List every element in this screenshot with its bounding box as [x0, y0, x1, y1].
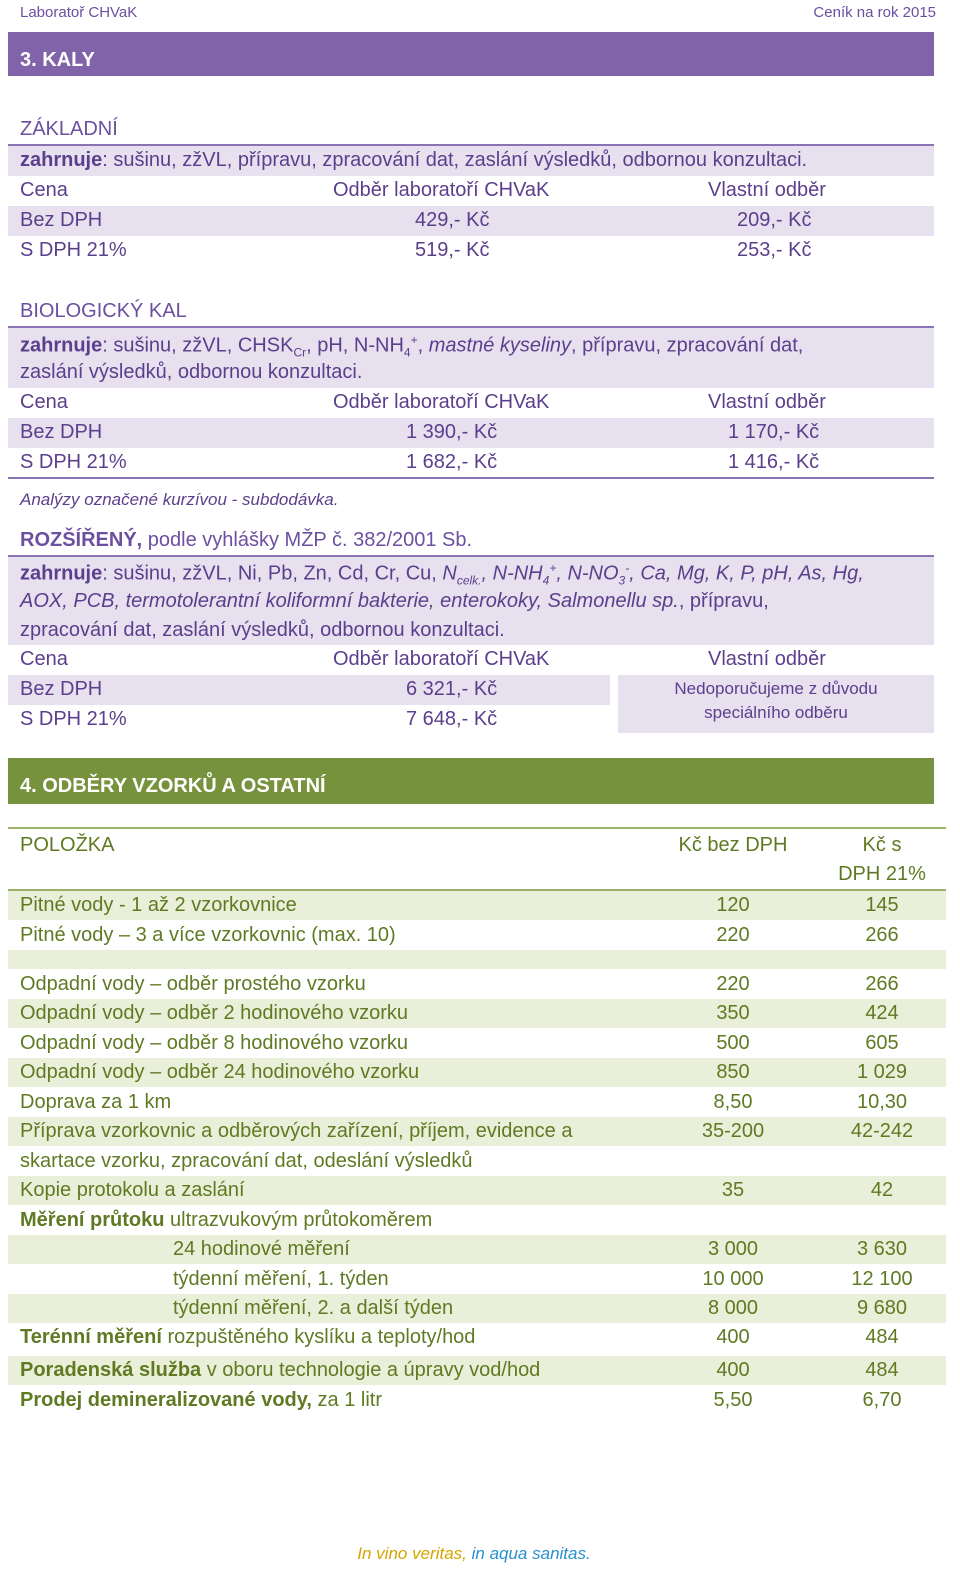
row-item — [20, 1179, 245, 1202]
row-price-no-vat: 8,50 — [713, 1091, 753, 1113]
roz-heading-bold: ROZŠÍŘENÝ, — [20, 529, 143, 551]
row-item-text: Doprava za 1 km — [20, 1091, 172, 1113]
row-lab-price: 429,- Kč — [415, 209, 490, 231]
row-price-no-vat: 10 000 — [702, 1268, 764, 1290]
row-price-no-vat: 500 — [716, 1032, 750, 1054]
row-lab-price: 7 648,- Kč — [406, 708, 498, 730]
table-row — [8, 891, 946, 920]
row-price-vat: 3 630 — [856, 1238, 908, 1260]
col-lab: Odběr laboratoří CHVaK — [333, 648, 550, 670]
row-price-vat: 10,30 — [856, 1091, 908, 1113]
includes-sup: + — [410, 333, 418, 347]
row-item-text: Kopie protokolu a zaslání — [20, 1179, 245, 1201]
col-price: Cena — [20, 179, 68, 201]
col-own: Vlastní odběr — [708, 391, 826, 413]
row-label: S DPH 21% — [20, 239, 127, 261]
divider — [8, 477, 934, 479]
section3-band — [8, 32, 934, 76]
table-row — [8, 1176, 946, 1205]
row-item-text: v oboru technologie a úpravy vod/hod — [201, 1359, 541, 1381]
includes-text: , pH, N-NH — [306, 334, 404, 357]
motto-part: in aqua sanitas. — [466, 1544, 591, 1563]
includes-text: : sušinu, zžVL, přípravu, zpracování dat, zaslání výsledků, odbornou konzultaci. — [102, 149, 808, 171]
row-price-no-vat: 35-200 — [701, 1120, 765, 1142]
bio-includes-row — [8, 328, 934, 388]
zakladni-includes-row — [8, 146, 934, 176]
row-price-no-vat: 35 — [721, 1179, 745, 1201]
includes-text: , přípravu, zpracování dat, — [571, 334, 804, 357]
includes-text: zaslání výsledků, odbornou konzultaci. — [20, 361, 363, 383]
table-row — [8, 705, 610, 735]
table-row — [8, 950, 946, 969]
col-own: Vlastní odběr — [708, 179, 826, 201]
col-own: Vlastní odběr — [708, 648, 826, 670]
table-row — [8, 1356, 946, 1385]
row-price-no-vat: 5,50 — [713, 1389, 753, 1411]
row-item-text: Odpadní vody – odběr 8 hodinového vzorku — [20, 1032, 409, 1054]
table-row — [8, 206, 934, 236]
table-row — [8, 1206, 946, 1235]
row-price-vat: 484 — [865, 1359, 899, 1381]
row-price-vat: 42 — [870, 1179, 894, 1201]
bio-column-headers — [8, 388, 934, 418]
roz-heading — [20, 529, 472, 552]
col-item: POLOŽKA — [20, 834, 115, 856]
row-item — [20, 1209, 432, 1232]
row-item-bold: Prodej demineralizované vody, — [20, 1389, 312, 1411]
row-price-no-vat: 400 — [716, 1326, 750, 1348]
includes-text: : sušinu, zžVL, CHSK — [102, 334, 294, 357]
includes-sub: Cr — [293, 345, 307, 360]
includes-sub: 3 — [618, 573, 626, 588]
table-row — [8, 448, 934, 478]
row-item — [20, 973, 366, 996]
table-row — [8, 1386, 946, 1415]
includes-italic: , N-NO — [556, 562, 619, 585]
includes-sub: celk. — [456, 573, 482, 588]
row-price-no-vat: 350 — [716, 1002, 750, 1024]
row-item-bold: Poradenská služba — [20, 1359, 202, 1381]
row-item-text: rozpuštěného kyslíku a teploty/hod — [161, 1326, 476, 1348]
row-own-price: 1 416,- Kč — [728, 451, 820, 473]
row-label: S DPH 21% — [20, 451, 127, 473]
col-price: Cena — [20, 391, 68, 413]
includes-label: zahrnuje — [20, 334, 103, 357]
own-note-line: Nedoporučujeme z důvodu — [674, 679, 878, 698]
row-price-no-vat: 850 — [716, 1061, 750, 1083]
table-row — [8, 1265, 946, 1294]
table-row — [8, 236, 934, 266]
table-row — [8, 999, 946, 1028]
includes-italic: , N-NH — [481, 562, 543, 585]
row-item — [20, 1002, 408, 1025]
table-row — [8, 1088, 946, 1117]
includes-text: , přípravu, — [678, 590, 769, 612]
table-header — [8, 831, 946, 889]
row-price-vat: 9 680 — [856, 1297, 908, 1319]
row-own-price: 209,- Kč — [737, 209, 812, 231]
row-own-price: 1 170,- Kč — [728, 421, 820, 443]
row-item-text: Příprava vzorkovnic a odběrových zařízení, příjem, evidence a — [20, 1120, 573, 1142]
table-row — [8, 921, 946, 950]
table-row — [8, 1235, 946, 1264]
row-item-text: Pitné vody – 3 a více vzorkovnic (max. 10) — [20, 924, 396, 946]
row-item-bold: Měření průtoku — [20, 1209, 165, 1231]
table-row — [8, 418, 934, 448]
row-item — [20, 1091, 171, 1114]
row-lab-price: 6 321,- Kč — [406, 678, 498, 700]
row-price-vat: 6,70 — [862, 1389, 902, 1411]
table-row — [8, 1058, 946, 1087]
row-price-vat: 42-242 — [850, 1120, 914, 1142]
footer-motto — [0, 1544, 948, 1564]
row-label: Bez DPH — [20, 421, 103, 443]
row-lab-price: 519,- Kč — [415, 239, 490, 261]
roz-column-headers — [8, 645, 934, 675]
row-item-text: skartace vzorku, zpracování dat, odeslání výsledků — [20, 1150, 473, 1172]
row-item — [173, 1238, 350, 1261]
includes-sup: + — [549, 561, 557, 575]
section3-title: 3. KALY — [20, 49, 95, 71]
row-item-text: za 1 litr — [311, 1389, 382, 1411]
own-sampling-note — [618, 675, 934, 733]
row-item — [173, 1268, 389, 1291]
roz-includes-row — [8, 557, 934, 645]
row-item-text: týdenní měření, 2. a další týden — [173, 1297, 454, 1319]
table-row — [8, 970, 946, 999]
row-item-text: Odpadní vody – odběr prostého vzorku — [20, 973, 366, 995]
row-price-no-vat: 400 — [716, 1359, 750, 1381]
row-price-vat: 12 100 — [851, 1268, 913, 1290]
col-no-vat: Kč bez DPH — [678, 834, 788, 856]
row-price-vat: 1 029 — [856, 1061, 908, 1083]
row-label: Bez DPH — [20, 678, 103, 700]
includes-italic: mastné kyseliny — [428, 334, 572, 357]
includes-text: zpracování dat, zaslání výsledků, odbornou konzultaci. — [20, 619, 505, 641]
row-item — [20, 1150, 472, 1173]
row-item — [20, 1389, 382, 1412]
row-price-vat: 145 — [865, 894, 899, 916]
includes-sub: 4 — [542, 573, 550, 588]
col-lab: Odběr laboratoří CHVaK — [333, 179, 550, 201]
row-label: S DPH 21% — [20, 708, 127, 730]
row-price-vat: 605 — [865, 1032, 899, 1054]
motto-part: In vino veritas, — [357, 1544, 467, 1563]
row-price-no-vat: 120 — [716, 894, 750, 916]
col-vat-line1: Kč s — [862, 834, 902, 856]
row-lab-price: 1 682,- Kč — [406, 451, 498, 473]
table-row — [8, 1029, 946, 1058]
row-price-vat: 424 — [865, 1002, 899, 1024]
row-price-no-vat: 8 000 — [707, 1297, 759, 1319]
includes-sup: - — [625, 561, 630, 575]
table-row — [8, 1147, 946, 1176]
row-item — [20, 1120, 572, 1143]
zakladni-column-headers — [8, 176, 934, 206]
table-row — [8, 1117, 946, 1146]
row-item-text: Pitné vody - 1 až 2 vzorkovnice — [20, 894, 297, 916]
col-vat-line2: DPH 21% — [838, 863, 926, 885]
roz-heading-rest: podle vyhlášky MŽP č. 382/2001 Sb. — [142, 529, 473, 551]
row-lab-price: 1 390,- Kč — [406, 421, 498, 443]
row-price-vat: 484 — [865, 1326, 899, 1348]
section4-title: 4. ODBĚRY VZORKŮ A OSTATNÍ — [20, 775, 326, 797]
row-item-bold: Terénní měření — [20, 1326, 162, 1348]
row-price-no-vat: 220 — [716, 973, 750, 995]
row-item-text: Odpadní vody – odběr 24 hodinového vzorku — [20, 1061, 420, 1083]
row-price-no-vat: 3 000 — [707, 1238, 759, 1260]
includes-sub: 4 — [403, 345, 411, 360]
row-item — [20, 1359, 540, 1382]
row-own-price: 253,- Kč — [737, 239, 812, 261]
row-price-vat: 266 — [865, 924, 899, 946]
row-item-text: 24 hodinové měření — [173, 1238, 350, 1260]
section4-band — [8, 758, 934, 804]
row-item — [20, 1326, 475, 1349]
includes-text: : sušinu, zžVL, Ni, Pb, Zn, Cd, Cr, Cu, — [102, 562, 443, 585]
includes-label: zahrnuje — [20, 562, 103, 585]
header-left: Laboratoř CHVaK — [20, 4, 138, 21]
includes-italic: AOX, PCB, termotolerantní koliformní bakterie, enterokoky, Salmonellu sp. — [20, 590, 679, 612]
row-item-text: ultrazvukovým průtokoměrem — [164, 1209, 433, 1231]
col-lab: Odběr laboratoří CHVaK — [333, 391, 550, 413]
row-price-vat: 266 — [865, 973, 899, 995]
table-row — [8, 675, 610, 705]
col-price: Cena — [20, 648, 68, 670]
row-item — [20, 894, 297, 917]
zakladni-heading: ZÁKLADNÍ — [20, 118, 118, 140]
subcontract-note: Analýzy označené kurzívou - subdodávka. — [20, 490, 339, 509]
row-item-text: týdenní měření, 1. týden — [173, 1268, 389, 1290]
table-row — [8, 1323, 946, 1356]
header-right: Ceník na rok 2015 — [813, 4, 936, 21]
row-item — [20, 1061, 419, 1084]
includes-italic: N — [442, 562, 457, 585]
divider — [8, 827, 946, 829]
row-label: Bez DPH — [20, 209, 103, 231]
bio-heading: BIOLOGICKÝ KAL — [20, 300, 187, 322]
includes-label: zahrnuje — [20, 149, 103, 171]
table-row — [8, 1294, 946, 1323]
own-note-line: speciálního odběru — [704, 703, 848, 722]
row-item-text: Odpadní vody – odběr 2 hodinového vzorku — [20, 1002, 409, 1024]
row-item — [20, 924, 396, 947]
row-price-no-vat: 220 — [716, 924, 750, 946]
includes-text: , — [417, 334, 429, 357]
includes-italic: , Ca, Mg, K, P, pH, As, Hg, — [629, 562, 864, 585]
row-item — [173, 1297, 453, 1320]
row-item — [20, 1032, 408, 1055]
